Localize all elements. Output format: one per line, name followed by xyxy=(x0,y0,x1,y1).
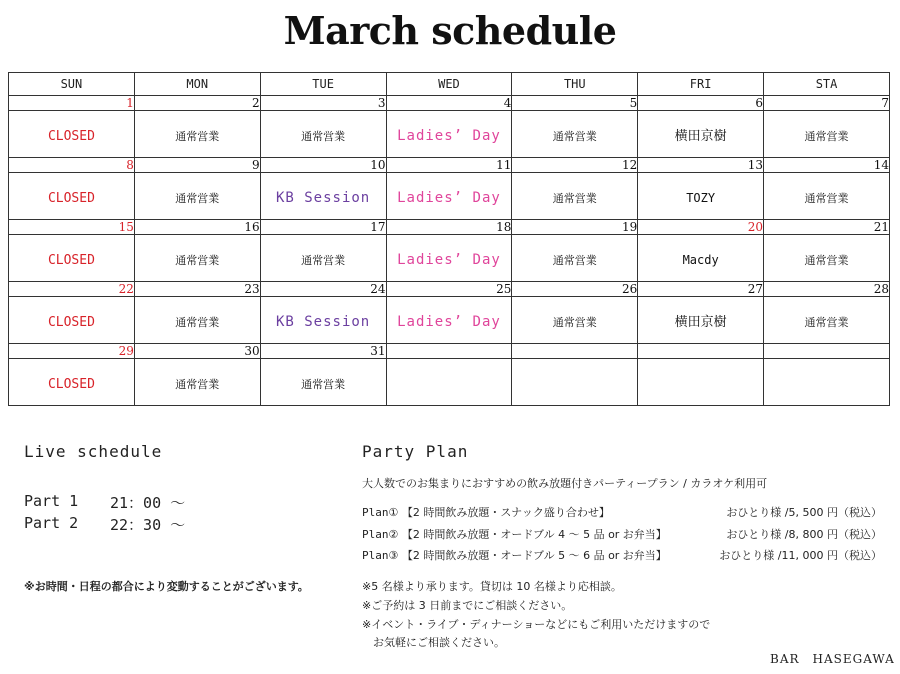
event-ladies: Ladies’ Day xyxy=(397,189,501,206)
date-number: 15 xyxy=(9,220,135,235)
date-number: 28 xyxy=(764,282,890,297)
event-closed: CLOSED xyxy=(47,128,95,144)
event-artist-en: Macdy xyxy=(682,252,719,267)
bar-name-footer: BAR HASEGAWA xyxy=(770,652,895,666)
date-number-row xyxy=(9,158,890,173)
plan-label: Plan② xyxy=(362,528,399,541)
part-label: Part 2 xyxy=(24,514,79,532)
date-number: 12 xyxy=(512,158,638,173)
date-number: 5 xyxy=(512,96,638,111)
day-cell xyxy=(386,297,512,344)
party-plan-title: Party Plan xyxy=(362,442,469,461)
date-number: 11 xyxy=(386,158,512,173)
day-cell xyxy=(764,111,890,158)
event-normal: 通常営業 xyxy=(175,253,220,267)
day-cell xyxy=(386,173,512,220)
date-number: 30 xyxy=(134,344,260,359)
date-number: 23 xyxy=(134,282,260,297)
event-row xyxy=(9,235,890,282)
date-number: 22 xyxy=(9,282,135,297)
weekday-sat: STA xyxy=(764,73,890,96)
date-number: 3 xyxy=(260,96,386,111)
date-number: 13 xyxy=(638,158,764,173)
day-cell xyxy=(512,111,638,158)
day-cell xyxy=(260,235,386,282)
part-label: Part 1 xyxy=(24,492,79,510)
day-cell xyxy=(9,111,135,158)
event-ladies: Ladies’ Day xyxy=(397,127,501,144)
event-normal: 通常営業 xyxy=(301,377,346,391)
date-number: 20 xyxy=(638,220,764,235)
event-normal: 通常営業 xyxy=(804,129,849,143)
page-title: March schedule xyxy=(283,8,617,53)
date-number: 27 xyxy=(638,282,764,297)
event-normal: 通常営業 xyxy=(175,315,220,329)
plan-detail: 【2 時間飲み放題・オードブル 4 ～ 5 品 or お弁当】 xyxy=(401,528,667,541)
day-cell xyxy=(764,359,890,406)
day-cell xyxy=(134,359,260,406)
event-normal: 通常営業 xyxy=(552,191,597,205)
date-number: 17 xyxy=(260,220,386,235)
live-part-1 xyxy=(24,492,186,512)
date-number: 7 xyxy=(764,96,890,111)
day-cell xyxy=(9,359,135,406)
day-cell xyxy=(512,173,638,220)
party-plan-2 xyxy=(362,526,882,542)
event-normal: 通常営業 xyxy=(175,191,220,205)
day-cell xyxy=(764,235,890,282)
date-number: 29 xyxy=(9,344,135,359)
date-number: 10 xyxy=(260,158,386,173)
weekday-thu: THU xyxy=(512,73,638,96)
date-number xyxy=(386,344,512,359)
event-normal: 通常営業 xyxy=(175,129,220,143)
party-note-1: ※5 名様より承ります。貸切は 10 名様より応相談。 xyxy=(362,580,622,593)
day-cell xyxy=(764,173,890,220)
party-note-4: お気軽にご相談ください。 xyxy=(362,636,505,649)
day-cell xyxy=(638,297,764,344)
party-note-2: ※ご予約は 3 日前までにご相談ください。 xyxy=(362,599,573,612)
day-cell xyxy=(764,297,890,344)
day-cell xyxy=(134,235,260,282)
date-number-row xyxy=(9,282,890,297)
event-row xyxy=(9,359,890,406)
event-normal: 通常営業 xyxy=(804,253,849,267)
event-artist-en: TOZY xyxy=(686,190,716,205)
date-number: 26 xyxy=(512,282,638,297)
event-normal: 通常営業 xyxy=(804,315,849,329)
date-number: 8 xyxy=(9,158,135,173)
date-number-row xyxy=(9,220,890,235)
plan-detail: 【2 時間飲み放題・オードブル 5 ～ 6 品 or お弁当】 xyxy=(401,549,667,562)
party-plan-description: 大人数でのお集まりにおすすめの飲み放題付きパーティープラン / カラオケ利用可 xyxy=(362,477,768,490)
date-number-row xyxy=(9,344,890,359)
event-row xyxy=(9,297,890,344)
date-number: 19 xyxy=(512,220,638,235)
plan-detail: 【2 時間飲み放題・スナック盛り合わせ】 xyxy=(401,506,610,519)
date-number: 14 xyxy=(764,158,890,173)
day-cell xyxy=(134,111,260,158)
date-number: 2 xyxy=(134,96,260,111)
event-closed: CLOSED xyxy=(47,376,95,392)
event-normal: 通常営業 xyxy=(175,377,220,391)
weekday-mon: MON xyxy=(134,73,260,96)
event-closed: CLOSED xyxy=(47,252,95,268)
weekday-header-row xyxy=(9,73,890,96)
day-cell xyxy=(512,359,638,406)
day-cell xyxy=(9,173,135,220)
date-number: 1 xyxy=(9,96,135,111)
date-number: 9 xyxy=(134,158,260,173)
date-number xyxy=(764,344,890,359)
live-schedule-title: Live schedule xyxy=(24,442,163,461)
event-artist: 横田京樹 xyxy=(674,314,727,330)
event-normal: 通常営業 xyxy=(301,129,346,143)
plan-label: Plan① xyxy=(362,506,399,519)
weekday-fri: FRI xyxy=(638,73,764,96)
event-artist: 横田京樹 xyxy=(674,128,727,144)
live-note: ※お時間・日程の都合により変動することがございます。 xyxy=(24,580,309,593)
day-cell xyxy=(134,297,260,344)
day-cell xyxy=(260,359,386,406)
event-row xyxy=(9,111,890,158)
calendar-table xyxy=(8,72,890,406)
date-number xyxy=(512,344,638,359)
event-row xyxy=(9,173,890,220)
date-number: 4 xyxy=(386,96,512,111)
live-part-2 xyxy=(24,514,186,534)
event-normal: 通常営業 xyxy=(804,191,849,205)
event-normal: 通常営業 xyxy=(552,129,597,143)
day-cell xyxy=(134,173,260,220)
event-closed: CLOSED xyxy=(47,190,95,206)
event-closed: CLOSED xyxy=(47,314,95,330)
day-cell xyxy=(260,173,386,220)
day-cell xyxy=(260,297,386,344)
date-number xyxy=(638,344,764,359)
date-number: 24 xyxy=(260,282,386,297)
event-ladies: Ladies’ Day xyxy=(397,251,501,268)
date-number-row xyxy=(9,96,890,111)
event-kb: KB Session xyxy=(275,189,371,206)
day-cell xyxy=(638,111,764,158)
day-cell xyxy=(386,235,512,282)
date-number: 6 xyxy=(638,96,764,111)
weekday-wed: WED xyxy=(386,73,512,96)
weekday-sun: SUN xyxy=(9,73,135,96)
day-cell xyxy=(386,359,512,406)
day-cell xyxy=(512,297,638,344)
party-plan-3 xyxy=(362,547,882,563)
date-number: 16 xyxy=(134,220,260,235)
day-cell xyxy=(512,235,638,282)
date-number: 21 xyxy=(764,220,890,235)
party-note-3: ※イベント・ライブ・ディナーショーなどにもご利用いただけますので xyxy=(362,618,711,631)
weekday-tue: TUE xyxy=(260,73,386,96)
event-kb: KB Session xyxy=(275,313,371,330)
day-cell xyxy=(260,111,386,158)
day-cell xyxy=(638,359,764,406)
date-number: 18 xyxy=(386,220,512,235)
event-ladies: Ladies’ Day xyxy=(397,313,501,330)
plan-price: おひとり様 /8, 800 円（税込） xyxy=(726,528,882,541)
part-time: 22：30 ～ xyxy=(110,516,186,534)
plan-price: おひとり様 /11, 000 円（税込） xyxy=(719,549,882,562)
part-time: 21：00 ～ xyxy=(110,494,186,512)
party-plan-1 xyxy=(362,504,882,520)
day-cell xyxy=(9,297,135,344)
plan-price: おひとり様 /5, 500 円（税込） xyxy=(726,506,882,519)
day-cell xyxy=(9,235,135,282)
date-number: 31 xyxy=(260,344,386,359)
date-number: 25 xyxy=(386,282,512,297)
day-cell xyxy=(638,235,764,282)
day-cell xyxy=(638,173,764,220)
event-normal: 通常営業 xyxy=(552,253,597,267)
event-normal: 通常営業 xyxy=(301,253,346,267)
plan-label: Plan③ xyxy=(362,549,399,562)
day-cell xyxy=(386,111,512,158)
event-normal: 通常営業 xyxy=(552,315,597,329)
